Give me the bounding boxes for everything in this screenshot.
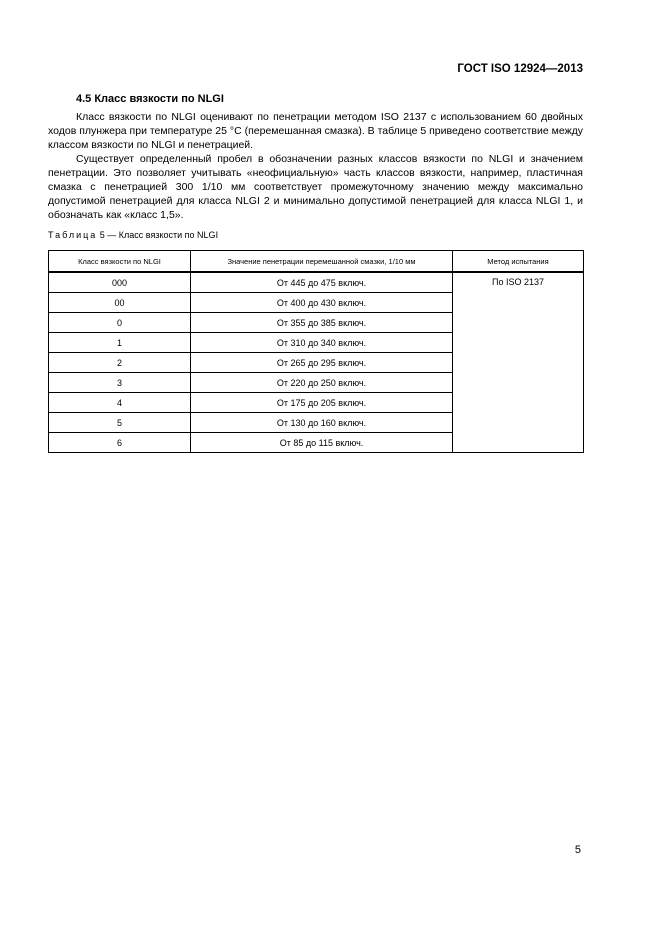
cell-class: 000 (49, 272, 191, 293)
cell-class: 0 (49, 313, 191, 333)
section-heading: 4.5 Класс вязкости по NLGI (76, 93, 224, 105)
table-caption-title: 5 — Класс вязкости по NLGI (97, 230, 219, 240)
cell-penetration: От 85 до 115 включ. (191, 433, 453, 453)
cell-penetration: От 265 до 295 включ. (191, 353, 453, 373)
table-caption-label: Таблица (48, 230, 98, 240)
table-row (49, 272, 584, 293)
cell-penetration: От 445 до 475 включ. (191, 272, 453, 293)
cell-penetration: От 175 до 205 включ. (191, 393, 453, 413)
paragraph-1 (48, 111, 583, 153)
header-method: Метод испытания (453, 251, 584, 273)
cell-penetration: От 220 до 250 включ. (191, 373, 453, 393)
cell-penetration: От 130 до 160 включ. (191, 413, 453, 433)
cell-penetration: От 310 до 340 включ. (191, 333, 453, 353)
cell-method: По ISO 2137 (453, 272, 584, 453)
cell-class: 3 (49, 373, 191, 393)
cell-class: 4 (49, 393, 191, 413)
cell-class: 00 (49, 293, 191, 313)
header-class: Класс вязкости по NLGI (49, 251, 191, 273)
cell-class: 1 (49, 333, 191, 353)
page-number: 5 (574, 844, 581, 856)
viscosity-class-table (48, 250, 584, 453)
paragraph-text: Существует определенный пробел в обозначении разных классов вязкости по NLGI и значением пенетрации. Это позволяет учитывать «неофициальную» часть классов вязкости, например, пластичная смазка с пенетрацией 300 1/10 мм соответствует промежуточному значению между максимально допустимой пенетрацией для класса NLGI 2 и минимально допустимой пенетрацией для класса NLGI 1, и обозначать как «класс 1,5». (48, 153, 583, 221)
paragraph-2 (48, 153, 583, 223)
cell-penetration: От 355 до 385 включ. (191, 313, 453, 333)
table-caption (48, 230, 218, 240)
paragraph-text: Класс вязкости по NLGI оценивают по пенетрации методом ISO 2137 с использованием 60 двойных ходов плунжера при температуре 25 °С (перемешанная смазка). В таблице 5 приведено соответствие между классом вязкости по NLGI и пенетрацией. (48, 111, 583, 151)
cell-penetration: От 400 до 430 включ. (191, 293, 453, 313)
document-code: ГОСТ ISO 12924—2013 (457, 63, 583, 75)
cell-class: 2 (49, 353, 191, 373)
table-header-row (49, 251, 584, 273)
cell-class: 5 (49, 413, 191, 433)
header-penetration: Значение пенетрации перемешанной смазки, 1/10 мм (191, 251, 453, 273)
cell-class: 6 (49, 433, 191, 453)
